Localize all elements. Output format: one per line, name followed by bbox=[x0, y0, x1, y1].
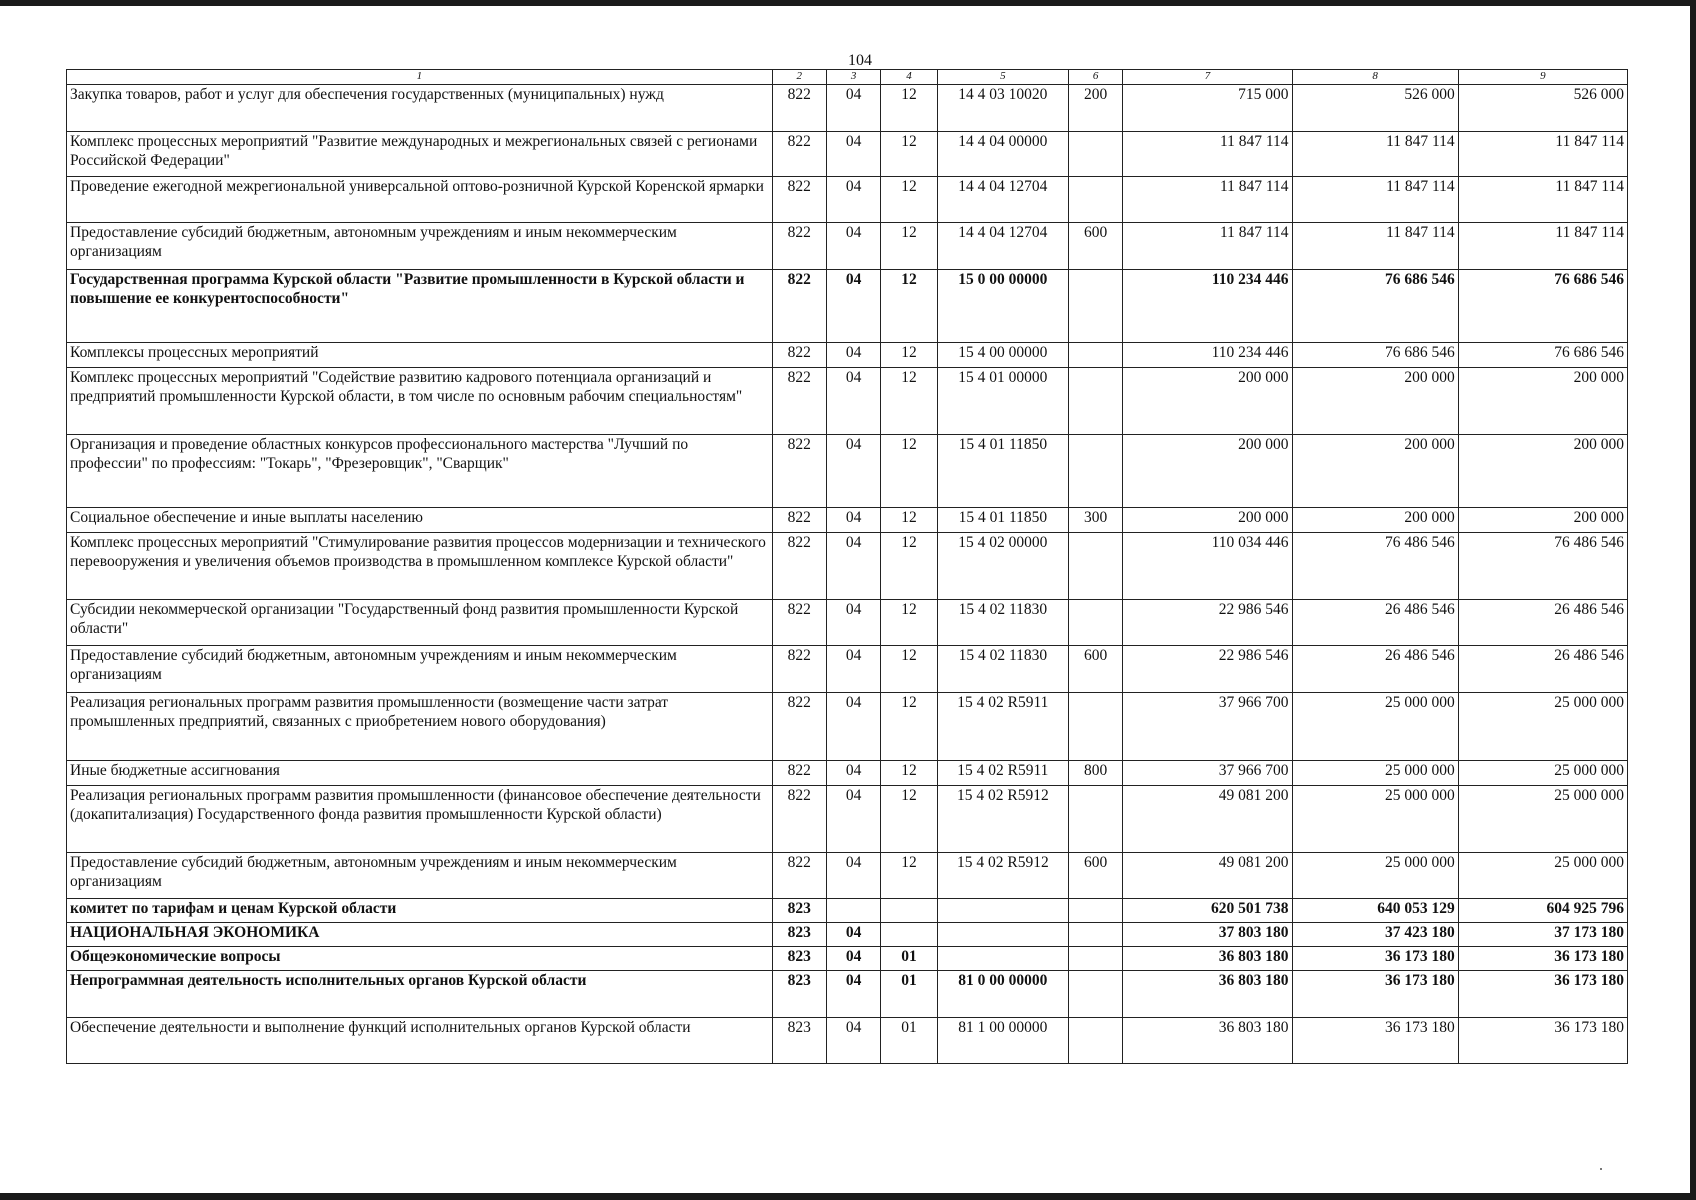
row-expense-type bbox=[1068, 923, 1122, 947]
row-expense-type bbox=[1068, 693, 1122, 761]
row-amount-col9: 11 847 114 bbox=[1458, 177, 1627, 223]
row-amount-col7: 200 000 bbox=[1123, 435, 1292, 508]
col-header: 2 bbox=[772, 70, 826, 85]
row-target-code bbox=[937, 923, 1068, 947]
row-target-code: 15 4 01 11850 bbox=[937, 435, 1068, 508]
row-section-code: 04 bbox=[826, 853, 880, 899]
row-amount-col7: 110 234 446 bbox=[1123, 343, 1292, 368]
row-target-code: 15 4 02 R5911 bbox=[937, 761, 1068, 786]
table-row bbox=[67, 646, 1628, 693]
row-subsection-code: 12 bbox=[881, 85, 937, 132]
row-subsection-code bbox=[881, 899, 937, 923]
row-amount-col9: 25 000 000 bbox=[1458, 786, 1627, 853]
row-ved-code: 822 bbox=[772, 435, 826, 508]
row-amount-col9: 36 173 180 bbox=[1458, 971, 1627, 1018]
row-name: Закупка товаров, работ и услуг для обеспечения государственных (муниципальных) нужд bbox=[67, 85, 773, 132]
row-amount-col8: 25 000 000 bbox=[1292, 786, 1458, 853]
row-name: Организация и проведение областных конкурсов профессионального мастерства "Лучший по профессии" по профессиям: "Токарь", "Фрезеровщик", "Сварщик" bbox=[67, 435, 773, 508]
row-expense-type bbox=[1068, 899, 1122, 923]
row-section-code: 04 bbox=[826, 368, 880, 435]
row-amount-col7: 37 966 700 bbox=[1123, 693, 1292, 761]
col-header: 8 bbox=[1292, 70, 1458, 85]
table-row bbox=[67, 899, 1628, 923]
row-section-code: 04 bbox=[826, 343, 880, 368]
row-amount-col8: 200 000 bbox=[1292, 508, 1458, 533]
row-expense-type: 300 bbox=[1068, 508, 1122, 533]
col-header: 1 bbox=[67, 70, 773, 85]
table-body bbox=[67, 85, 1628, 1064]
row-amount-col7: 36 803 180 bbox=[1123, 1018, 1292, 1064]
row-subsection-code: 12 bbox=[881, 533, 937, 600]
col-header: 4 bbox=[881, 70, 937, 85]
row-ved-code: 822 bbox=[772, 343, 826, 368]
row-section-code: 04 bbox=[826, 85, 880, 132]
row-amount-col9: 76 686 546 bbox=[1458, 270, 1627, 343]
header-row bbox=[67, 70, 1628, 85]
row-target-code: 14 4 04 12704 bbox=[937, 223, 1068, 270]
row-expense-type bbox=[1068, 132, 1122, 177]
table-row bbox=[67, 853, 1628, 899]
row-target-code: 81 0 00 00000 bbox=[937, 971, 1068, 1018]
table-row bbox=[67, 343, 1628, 368]
row-subsection-code: 12 bbox=[881, 270, 937, 343]
row-subsection-code: 12 bbox=[881, 693, 937, 761]
table-row bbox=[67, 132, 1628, 177]
row-name: НАЦИОНАЛЬНАЯ ЭКОНОМИКА bbox=[67, 923, 773, 947]
row-target-code: 15 4 01 00000 bbox=[937, 368, 1068, 435]
row-amount-col9: 37 173 180 bbox=[1458, 923, 1627, 947]
table-row bbox=[67, 693, 1628, 761]
row-subsection-code: 12 bbox=[881, 177, 937, 223]
row-amount-col8: 25 000 000 bbox=[1292, 853, 1458, 899]
row-amount-col7: 22 986 546 bbox=[1123, 646, 1292, 693]
row-name: Государственная программа Курской области "Развитие промышленности в Курской области и повышение ее конкурентоспособности" bbox=[67, 270, 773, 343]
row-amount-col8: 11 847 114 bbox=[1292, 177, 1458, 223]
col-header: 5 bbox=[937, 70, 1068, 85]
row-amount-col9: 200 000 bbox=[1458, 368, 1627, 435]
row-section-code: 04 bbox=[826, 923, 880, 947]
row-section-code: 04 bbox=[826, 223, 880, 270]
row-amount-col7: 11 847 114 bbox=[1123, 223, 1292, 270]
row-target-code: 15 4 02 11830 bbox=[937, 646, 1068, 693]
row-name: Предоставление субсидий бюджетным, автономным учреждениям и иным некоммерческим организациям bbox=[67, 646, 773, 693]
col-header: 7 bbox=[1123, 70, 1292, 85]
row-ved-code: 822 bbox=[772, 600, 826, 646]
row-ved-code: 822 bbox=[772, 786, 826, 853]
row-ved-code: 823 bbox=[772, 947, 826, 971]
row-amount-col9: 25 000 000 bbox=[1458, 853, 1627, 899]
row-amount-col8: 200 000 bbox=[1292, 368, 1458, 435]
row-name: Предоставление субсидий бюджетным, автономным учреждениям и иным некоммерческим организациям bbox=[67, 853, 773, 899]
row-amount-col7: 200 000 bbox=[1123, 508, 1292, 533]
row-name: Непрограммная деятельность исполнительных органов Курской области bbox=[67, 971, 773, 1018]
row-target-code: 15 4 01 11850 bbox=[937, 508, 1068, 533]
row-name: Комплекс процессных мероприятий "Содействие развитию кадрового потенциала организаций и предприятий промышленности Курской области, в том числе по основным рабочим специальностям" bbox=[67, 368, 773, 435]
row-expense-type: 600 bbox=[1068, 223, 1122, 270]
row-target-code: 81 1 00 00000 bbox=[937, 1018, 1068, 1064]
row-expense-type bbox=[1068, 368, 1122, 435]
row-target-code: 15 4 02 R5912 bbox=[937, 853, 1068, 899]
row-amount-col9: 11 847 114 bbox=[1458, 223, 1627, 270]
row-amount-col7: 11 847 114 bbox=[1123, 132, 1292, 177]
row-amount-col9: 76 686 546 bbox=[1458, 343, 1627, 368]
row-amount-col9: 526 000 bbox=[1458, 85, 1627, 132]
row-ved-code: 822 bbox=[772, 646, 826, 693]
row-ved-code: 822 bbox=[772, 508, 826, 533]
row-section-code: 04 bbox=[826, 646, 880, 693]
row-ved-code: 822 bbox=[772, 270, 826, 343]
row-ved-code: 822 bbox=[772, 223, 826, 270]
row-ved-code: 823 bbox=[772, 971, 826, 1018]
table-row bbox=[67, 786, 1628, 853]
row-section-code: 04 bbox=[826, 435, 880, 508]
table-row bbox=[67, 923, 1628, 947]
row-amount-col7: 715 000 bbox=[1123, 85, 1292, 132]
page-number: 104 bbox=[848, 52, 872, 69]
row-amount-col8: 76 486 546 bbox=[1292, 533, 1458, 600]
row-ved-code: 822 bbox=[772, 853, 826, 899]
row-subsection-code: 01 bbox=[881, 947, 937, 971]
row-section-code: 04 bbox=[826, 693, 880, 761]
row-amount-col8: 26 486 546 bbox=[1292, 600, 1458, 646]
row-amount-col9: 25 000 000 bbox=[1458, 761, 1627, 786]
row-section-code: 04 bbox=[826, 1018, 880, 1064]
row-ved-code: 822 bbox=[772, 533, 826, 600]
row-amount-col8: 526 000 bbox=[1292, 85, 1458, 132]
row-amount-col8: 76 686 546 bbox=[1292, 270, 1458, 343]
col-header: 3 bbox=[826, 70, 880, 85]
row-subsection-code: 12 bbox=[881, 646, 937, 693]
row-expense-type bbox=[1068, 177, 1122, 223]
row-amount-col8: 36 173 180 bbox=[1292, 1018, 1458, 1064]
table-row bbox=[67, 368, 1628, 435]
table-row bbox=[67, 435, 1628, 508]
row-subsection-code: 12 bbox=[881, 508, 937, 533]
table-row bbox=[67, 600, 1628, 646]
row-name: Проведение ежегодной межрегиональной универсальной оптово-розничной Курской Коренской ярмарки bbox=[67, 177, 773, 223]
table-row bbox=[67, 761, 1628, 786]
row-amount-col9: 200 000 bbox=[1458, 508, 1627, 533]
row-target-code: 15 4 00 00000 bbox=[937, 343, 1068, 368]
row-section-code: 04 bbox=[826, 600, 880, 646]
row-amount-col9: 11 847 114 bbox=[1458, 132, 1627, 177]
row-amount-col8: 25 000 000 bbox=[1292, 693, 1458, 761]
row-amount-col7: 49 081 200 bbox=[1123, 853, 1292, 899]
row-amount-col7: 110 034 446 bbox=[1123, 533, 1292, 600]
row-ved-code: 823 bbox=[772, 1018, 826, 1064]
row-ved-code: 822 bbox=[772, 693, 826, 761]
row-amount-col7: 49 081 200 bbox=[1123, 786, 1292, 853]
row-target-code: 15 4 02 R5912 bbox=[937, 786, 1068, 853]
row-expense-type: 600 bbox=[1068, 853, 1122, 899]
row-amount-col8: 36 173 180 bbox=[1292, 971, 1458, 1018]
col-header: 6 bbox=[1068, 70, 1122, 85]
row-section-code: 04 bbox=[826, 177, 880, 223]
row-amount-col9: 36 173 180 bbox=[1458, 947, 1627, 971]
table-row bbox=[67, 1018, 1628, 1064]
row-amount-col8: 11 847 114 bbox=[1292, 223, 1458, 270]
row-target-code bbox=[937, 899, 1068, 923]
row-expense-type: 200 bbox=[1068, 85, 1122, 132]
row-target-code: 14 4 04 00000 bbox=[937, 132, 1068, 177]
row-amount-col9: 25 000 000 bbox=[1458, 693, 1627, 761]
row-ved-code: 822 bbox=[772, 761, 826, 786]
row-amount-col8: 640 053 129 bbox=[1292, 899, 1458, 923]
row-ved-code: 822 bbox=[772, 368, 826, 435]
row-section-code: 04 bbox=[826, 270, 880, 343]
row-subsection-code: 12 bbox=[881, 132, 937, 177]
row-amount-col7: 37 966 700 bbox=[1123, 761, 1292, 786]
budget-table bbox=[66, 69, 1628, 1064]
row-section-code: 04 bbox=[826, 508, 880, 533]
row-name: Субсидии некоммерческой организации "Государственный фонд развития промышленности Курской области" bbox=[67, 600, 773, 646]
table-row bbox=[67, 270, 1628, 343]
row-target-code: 15 4 02 11830 bbox=[937, 600, 1068, 646]
row-expense-type: 600 bbox=[1068, 646, 1122, 693]
row-section-code: 04 bbox=[826, 761, 880, 786]
row-target-code: 14 4 04 12704 bbox=[937, 177, 1068, 223]
row-expense-type: 800 bbox=[1068, 761, 1122, 786]
row-name: Комплексы процессных мероприятий bbox=[67, 343, 773, 368]
row-expense-type bbox=[1068, 343, 1122, 368]
table-row bbox=[67, 177, 1628, 223]
row-expense-type bbox=[1068, 533, 1122, 600]
row-ved-code: 823 bbox=[772, 923, 826, 947]
row-amount-col9: 76 486 546 bbox=[1458, 533, 1627, 600]
row-expense-type bbox=[1068, 435, 1122, 508]
row-amount-col9: 604 925 796 bbox=[1458, 899, 1627, 923]
scan-border-bottom bbox=[0, 1193, 1696, 1200]
row-amount-col8: 25 000 000 bbox=[1292, 761, 1458, 786]
row-name: Реализация региональных программ развития промышленности (финансовое обеспечение деятельности (докапитализация) Государственного фонда развития промышленности Курской области) bbox=[67, 786, 773, 853]
row-subsection-code: 12 bbox=[881, 368, 937, 435]
row-target-code: 15 4 02 R5911 bbox=[937, 693, 1068, 761]
row-expense-type bbox=[1068, 600, 1122, 646]
row-subsection-code: 12 bbox=[881, 600, 937, 646]
row-amount-col7: 200 000 bbox=[1123, 368, 1292, 435]
row-amount-col8: 11 847 114 bbox=[1292, 132, 1458, 177]
row-subsection-code: 12 bbox=[881, 761, 937, 786]
row-target-code bbox=[937, 947, 1068, 971]
table-row bbox=[67, 533, 1628, 600]
row-amount-col7: 22 986 546 bbox=[1123, 600, 1292, 646]
row-amount-col9: 200 000 bbox=[1458, 435, 1627, 508]
row-amount-col9: 26 486 546 bbox=[1458, 646, 1627, 693]
row-amount-col8: 36 173 180 bbox=[1292, 947, 1458, 971]
row-section-code: 04 bbox=[826, 132, 880, 177]
row-amount-col7: 110 234 446 bbox=[1123, 270, 1292, 343]
row-subsection-code: 01 bbox=[881, 1018, 937, 1064]
row-amount-col7: 36 803 180 bbox=[1123, 971, 1292, 1018]
table-row bbox=[67, 947, 1628, 971]
row-expense-type bbox=[1068, 971, 1122, 1018]
row-subsection-code bbox=[881, 923, 937, 947]
table-row bbox=[67, 223, 1628, 270]
col-header: 9 bbox=[1458, 70, 1627, 85]
table-row bbox=[67, 971, 1628, 1018]
row-name: Обеспечение деятельности и выполнение функций исполнительных органов Курской области bbox=[67, 1018, 773, 1064]
row-name: Предоставление субсидий бюджетным, автономным учреждениям и иным некоммерческим организациям bbox=[67, 223, 773, 270]
row-section-code: 04 bbox=[826, 533, 880, 600]
row-amount-col8: 200 000 bbox=[1292, 435, 1458, 508]
scan-border-top bbox=[0, 0, 1696, 6]
row-amount-col9: 26 486 546 bbox=[1458, 600, 1627, 646]
row-ved-code: 822 bbox=[772, 85, 826, 132]
row-subsection-code: 12 bbox=[881, 786, 937, 853]
row-name: Реализация региональных программ развития промышленности (возмещение части затрат промышленных предприятий, связанных с приобретением нового оборудования) bbox=[67, 693, 773, 761]
scan-border-right bbox=[1690, 0, 1696, 1200]
row-section-code: 04 bbox=[826, 947, 880, 971]
row-name: Комплекс процессных мероприятий "Стимулирование развития процессов модернизации и технического перевооружения и увеличения объемов производства в промышленном комплексе Курской области" bbox=[67, 533, 773, 600]
row-expense-type bbox=[1068, 947, 1122, 971]
row-expense-type bbox=[1068, 1018, 1122, 1064]
row-subsection-code: 12 bbox=[881, 223, 937, 270]
row-subsection-code: 12 bbox=[881, 853, 937, 899]
row-section-code bbox=[826, 899, 880, 923]
row-name: комитет по тарифам и ценам Курской области bbox=[67, 899, 773, 923]
row-amount-col7: 36 803 180 bbox=[1123, 947, 1292, 971]
row-amount-col9: 36 173 180 bbox=[1458, 1018, 1627, 1064]
row-amount-col7: 37 803 180 bbox=[1123, 923, 1292, 947]
scan-speck bbox=[1600, 1168, 1602, 1170]
row-name: Иные бюджетные ассигнования bbox=[67, 761, 773, 786]
row-amount-col7: 11 847 114 bbox=[1123, 177, 1292, 223]
row-ved-code: 823 bbox=[772, 899, 826, 923]
row-expense-type bbox=[1068, 786, 1122, 853]
row-amount-col7: 620 501 738 bbox=[1123, 899, 1292, 923]
table-row bbox=[67, 85, 1628, 132]
row-subsection-code: 12 bbox=[881, 343, 937, 368]
row-subsection-code: 01 bbox=[881, 971, 937, 1018]
row-amount-col8: 26 486 546 bbox=[1292, 646, 1458, 693]
row-name: Социальное обеспечение и иные выплаты населению bbox=[67, 508, 773, 533]
row-amount-col8: 76 686 546 bbox=[1292, 343, 1458, 368]
row-target-code: 15 0 00 00000 bbox=[937, 270, 1068, 343]
row-ved-code: 822 bbox=[772, 132, 826, 177]
row-ved-code: 822 bbox=[772, 177, 826, 223]
row-target-code: 15 4 02 00000 bbox=[937, 533, 1068, 600]
table-row bbox=[67, 508, 1628, 533]
row-name: Комплекс процессных мероприятий "Развитие международных и межрегиональных связей с регионами Российской Федерации" bbox=[67, 132, 773, 177]
row-section-code: 04 bbox=[826, 786, 880, 853]
row-amount-col8: 37 423 180 bbox=[1292, 923, 1458, 947]
row-name: Общеэкономические вопросы bbox=[67, 947, 773, 971]
row-target-code: 14 4 03 10020 bbox=[937, 85, 1068, 132]
row-section-code: 04 bbox=[826, 971, 880, 1018]
row-subsection-code: 12 bbox=[881, 435, 937, 508]
row-expense-type bbox=[1068, 270, 1122, 343]
